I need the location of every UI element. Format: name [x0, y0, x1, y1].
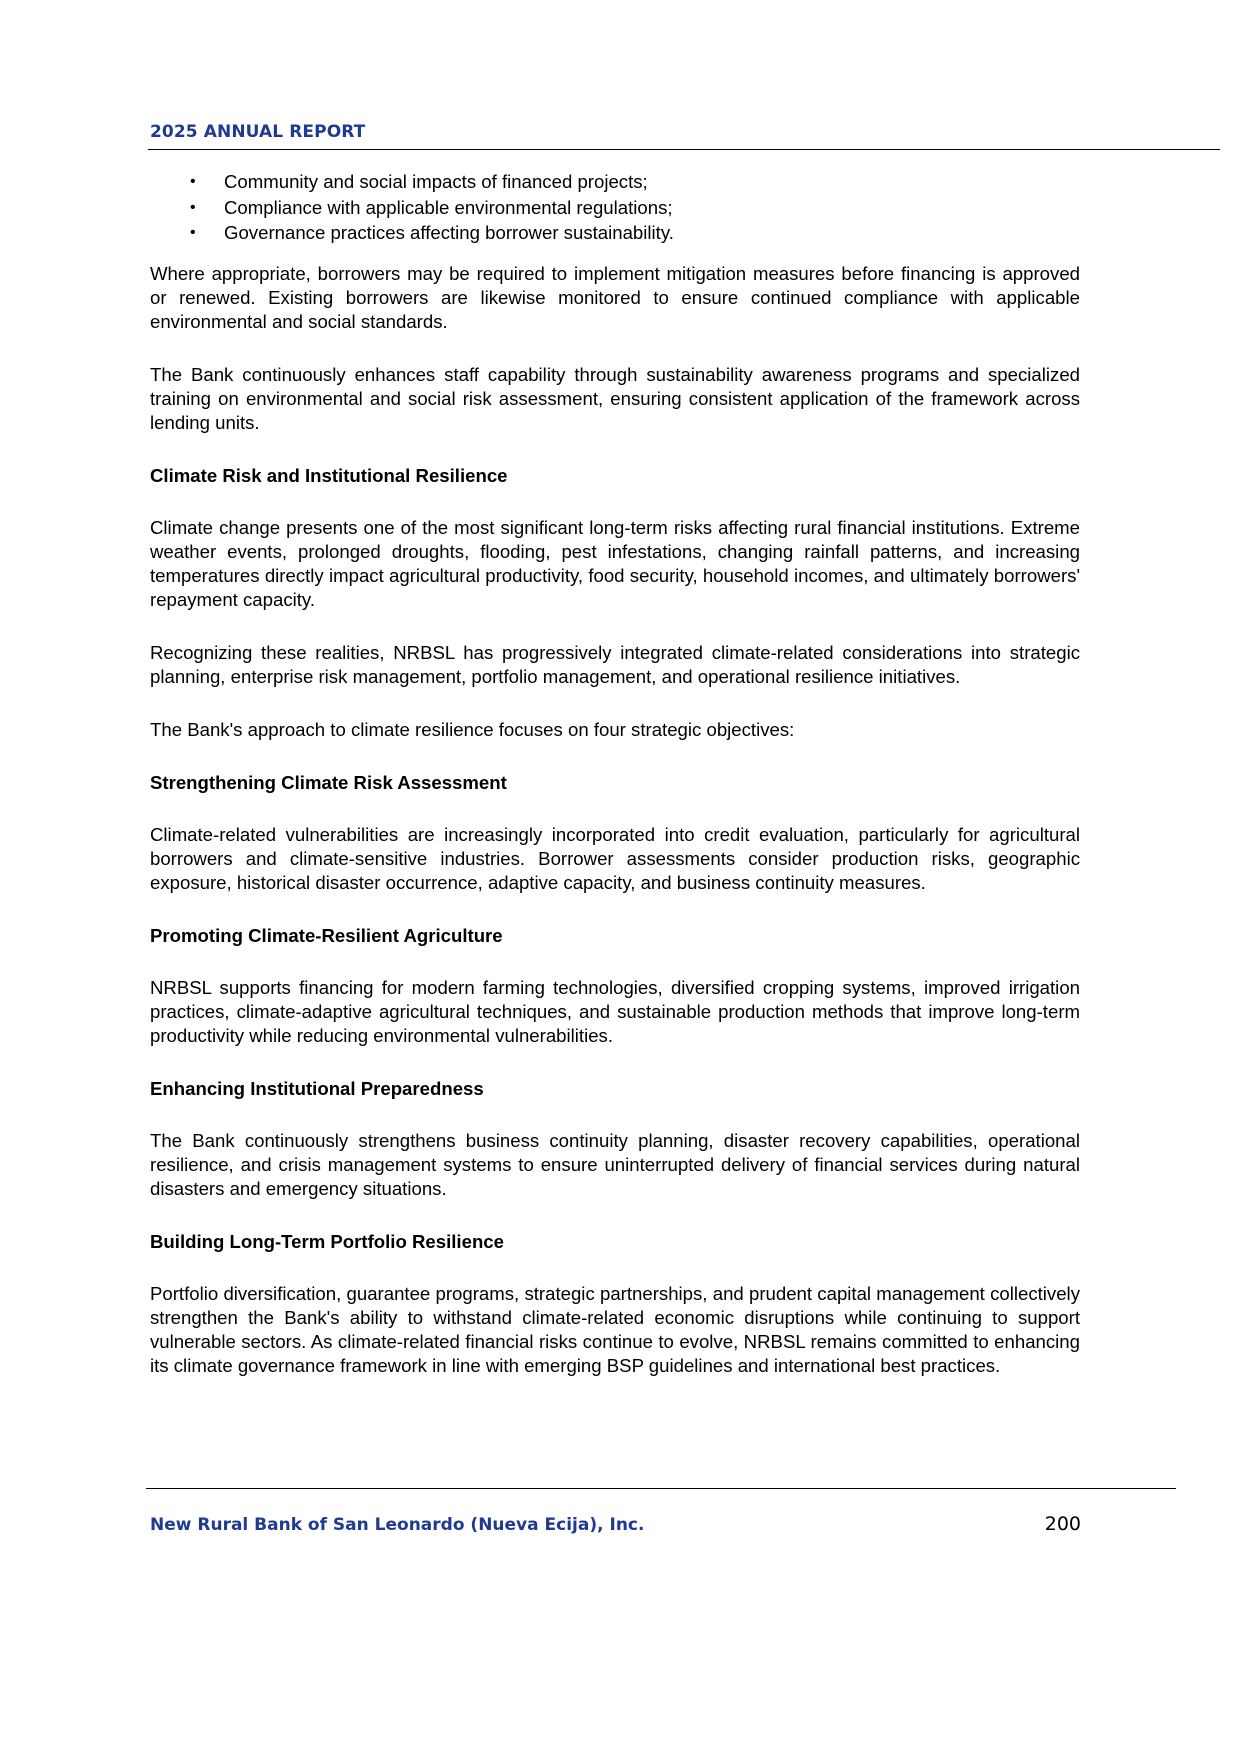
bullet-icon: •: [190, 173, 196, 190]
bullet-list: [150, 170, 1080, 247]
bullet-icon: •: [190, 224, 196, 241]
section-heading: Climate Risk and Institutional Resilience: [150, 464, 508, 486]
bullet-icon: •: [190, 198, 196, 216]
list-item: [150, 196, 1080, 222]
list-item-text: Compliance with applicable environmental regulations;: [224, 196, 673, 218]
staff-capability-paragraph: The Bank continuously enhances staff capability through sustainability awareness programs and specialized training on environmental and social risk assessment, ensuring consistent application of the framework across lending units.: [150, 363, 1080, 433]
report-title: 2025 ANNUAL REPORT: [150, 122, 366, 142]
subsection-body: The Bank continuously strengthens business continuity planning, disaster recovery capabilities, operational resilience, and crisis management systems to ensure uninterrupted delivery of financial services during natural disasters and emergency situations.: [150, 1129, 1080, 1199]
mitigation-paragraph: Where appropriate, borrowers may be required to implement mitigation measures before financing is approved or renewed. Existing borrowers are likewise monitored to ensure continued compliance with applicable environmental and social standards.: [150, 262, 1080, 332]
subsection-body: Climate-related vulnerabilities are increasingly incorporated into credit evaluation, particularly for agricultural borrowers and climate-sensitive industries. Borrower assessments consider production risks, geographic exposure, historical disaster occurrence, adaptive capacity, and business continuity measures.: [150, 823, 1080, 893]
subsection-heading: Enhancing Institutional Preparedness: [150, 1077, 484, 1099]
subsection-body: Portfolio diversification, guarantee programs, strategic partnerships, and prudent capital management collectively strengthen the Bank's ability to withstand climate-related economic disruptions while continuing to support vulnerable sectors. As climate-related financial risks continue to evolve, NRBSL remains committed to enhancing its climate governance framework in line with emerging BSP guidelines and international best practices.: [150, 1282, 1080, 1376]
subsection-heading: Building Long-Term Portfolio Resilience: [150, 1230, 504, 1252]
list-item: [150, 170, 1080, 196]
subsection-heading: Strengthening Climate Risk Assessment: [150, 771, 507, 793]
approach-paragraph: The Bank's approach to climate resilience focuses on four strategic objectives:: [150, 718, 795, 740]
climate-intro-paragraph: Climate change presents one of the most significant long-term risks affecting rural financial institutions. Extreme weather events, prolonged droughts, flooding, pest infestations, changing rainfall patterns, and increasing temperatures directly impact agricultural productivity, food security, household incomes, and ultimately borrowers' repayment capacity.: [150, 516, 1080, 610]
subsection-heading: Promoting Climate-Resilient Agriculture: [150, 924, 503, 946]
recognizing-paragraph: Recognizing these realities, NRBSL has progressively integrated climate-related considerations into strategic planning, enterprise risk management, portfolio management, and operational resilience initiatives.: [150, 641, 1080, 687]
document-body: [150, 170, 1080, 1407]
page-number: 200: [1044, 1513, 1081, 1535]
list-item-text: Community and social impacts of financed projects;: [224, 171, 648, 192]
header-divider: [148, 149, 1220, 150]
list-item-text: Governance practices affecting borrower sustainability.: [224, 222, 674, 243]
footer-bank-name: New Rural Bank of San Leonardo (Nueva Ecija), Inc.: [150, 1515, 645, 1535]
footer-divider: [146, 1488, 1176, 1489]
subsection-body: NRBSL supports financing for modern farming technologies, diversified cropping systems, improved irrigation practices, climate-adaptive agricultural techniques, and sustainable production methods that improve long-term productivity while reducing environmental vulnerabilities.: [150, 976, 1080, 1046]
list-item: [150, 221, 1080, 247]
